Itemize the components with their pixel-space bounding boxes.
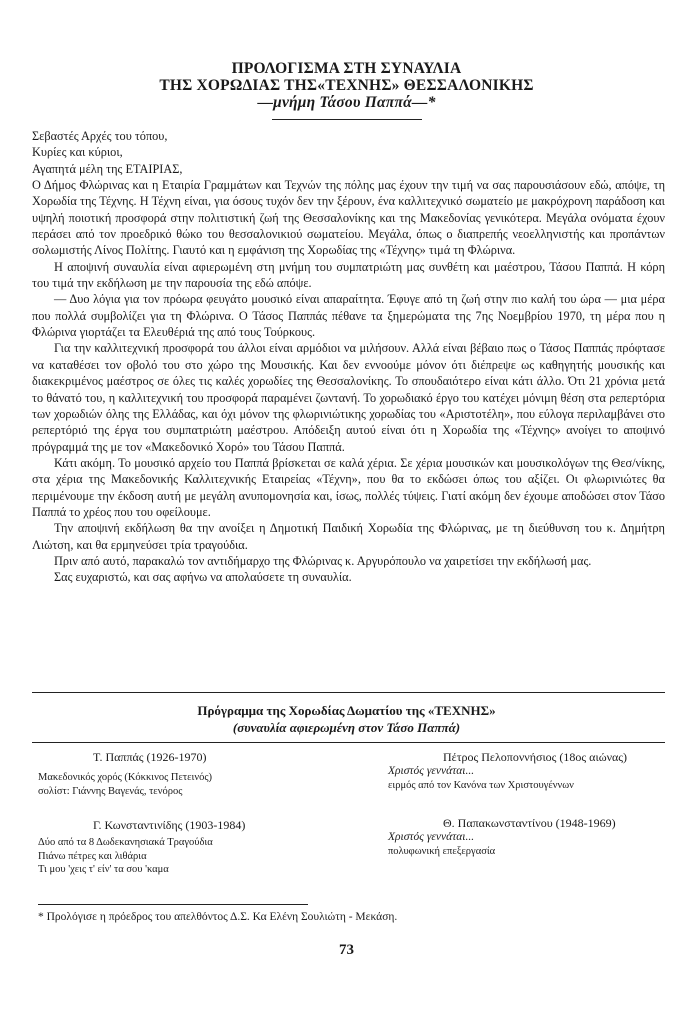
program-title: Πρόγραμμα της Χορωδίας Δωματίου της «ΤΕΧΝΗΣ» (197, 703, 496, 718)
paragraph: Την αποψινή εκδήλωση θα την ανοίξει η Δημοτική Παιδική Χορωδία της Φλώρινας, με τη διεύθυνση του κ. Δημήτρη Λιώτση, και θα ερμηνεύσει τρία τραγούδια. (32, 521, 665, 552)
salutation: Κυρίες και κύριοι, (32, 145, 123, 160)
footnote-rule (38, 904, 308, 905)
program-left-column (38, 750, 338, 897)
piece-title: Χριστός γεννάται... (388, 765, 475, 777)
title-block (100, 60, 593, 111)
piece-note: πολυφωνική επεξεργασία (388, 845, 496, 857)
paragraph: — Δυο λόγια για τον πρόωρα φευγάτο μουσικό είναι απαραίτητα. Έφυγε από τη ζωή στην πιο καλή του ώρα — μια μέρα που πολλά συμβολίζει για τη Φλώρινα. Ο Τάσος Παππάς πέθανε τα ξημερώματα της 7ης Νοεμβρίου 1970, τη μέρα που η Φλώρινα γιορτάζει τα Ελευθέριά της από τους Τούρκους. (32, 292, 665, 340)
program-right-column (388, 750, 678, 878)
title-line-2: ΤΗΣ ΧΟΡΩΔΙΑΣ ΤΗΣ«ΤΕΧΝΗΣ» ΘΕΣΣΑΛΟΝΙΚΗΣ (159, 77, 534, 94)
program-top-rule (32, 692, 665, 693)
salutation: Σεβαστές Αρχές του τόπου, (32, 129, 168, 143)
program-subtitle: (συναυλία αφιερωμένη στον Τάσο Παππά) (232, 720, 461, 735)
program-heading (100, 702, 593, 736)
paragraph: Ο Δήμος Φλώρινας και η Εταιρία Γραμμάτων και Τεχνών της πόλης μας έχουν την τιμή να σας παρουσιάσουν εδώ, απόψε, τη Χορωδία της Τέχνης. Η Τέχνη είναι, για όσους τυχόν δεν την ξέρουν, ένα καλλιτεχνικό σωματείο με μακρόχρονη παράδοση και υψηλή ποιοτική προσφορά στην πολιτιστική ζωή της Θεσσαλονίκης και της Μακεδονίας γενικότερα. Μεγάλα ονόματα έχουν περάσει από τον προεδρικό θώκο του θεσσαλονικιού σωματείου. Μεγάλα, όπως ο διαπρεπής νεοελληνιστής και προπάντων σολωμιστής Λίνος Πολίτης. Γιαυτό και η εμφάνιση της Χορωδίας της «Τέχνης» τιμά τη Φλώρινα. (32, 178, 665, 258)
piece-note: ειρμός από τον Κανόνα των Χριστουγέννων (388, 779, 574, 791)
paragraph: Πριν από αυτό, παρακαλώ τον αντιδήμαρχο της Φλώρινας κ. Αργυρόπουλο να χαιρετίσει την εκδήλωσή μας. (54, 553, 592, 568)
salutation: Αγαπητά μέλη της ΕΤΑΙΡΙΑΣ, (32, 161, 183, 176)
title-divider (272, 119, 422, 120)
composer-name: Πέτρος Πελοποννήσιος (18ος αιώνας) (443, 750, 628, 764)
paragraph: Σας ευχαριστώ, και σας αφήνω να απολαύσετε τη συναυλία. (54, 570, 352, 585)
piece-line: σολίστ: Γιάννης Βαγενάς, τενόρος (38, 785, 183, 797)
composer-name: Θ. Παπακωνσταντίνου (1948-1969) (443, 816, 616, 830)
piece-line: Πιάνω πέτρες και λιθάρια (38, 850, 147, 862)
program-entry (38, 818, 338, 877)
paragraph: Η αποψινή συναυλία είναι αφιερωμένη στη μνήμη του συμπατριώτη μας συνθέτη και μαέστρου, Τάσου Παππά. Η κόρη του τιμά την εκδήλωση με την παρουσία της εδώ απόψε. (32, 259, 665, 291)
page-number: 73 (339, 942, 354, 958)
piece-title: Χριστός γεννάται... (388, 831, 475, 843)
composer-name: Τ. Παππάς (1926-1970) (93, 750, 207, 764)
title-subtitle: —μνήμη Τάσου Παππά—* (257, 94, 436, 111)
program-entry (388, 750, 678, 792)
program-entry (388, 816, 678, 858)
paragraph: Για την καλλιτεχνική προσφορά του άλλοι είναι αρμόδιοι να μιλήσουν. Αλλά είναι βέβαιο πως ο Τάσος Παππάς πρόφτασε να καταθέσει τον οβολό του στο χώρο της Μουσικής. Και δεν εννοούμε μόνον ότι διέπρεψε ως καθηγητής μουσικής και διακεκριμένος μαέστρος σε όλες τις καλές χορωδίες της Θεσσαλονίκης. Το σπουδαιότερο είναι κάτι άλλο. Ότι 21 χρόνια μετά το θάνατό του, η καλλιτεχνική του προσφορά παραμένει ζωντανή. Το χορωδιακό έργο του κατέχει μόνιμη θέση στα ρεπερτόρια των χορωδιών όλης της Ελλάδας, και όχι μόνον της φλωρινιώτικης χορωδίας του «Αριστοτέλη», που εύλογα περιλαμβάνει στο ρεπερτόριό της έργα του συμπατριώτη μαέστρου. Απόδειξη αυτού είναι ότι η Χορωδία της «Τέχνης» ανοίγει το αποψινό πρόγραμμά της με τον «Μακεδονικό Χορό» του Τάσου Παππά. (32, 341, 665, 454)
program-entry (38, 750, 338, 798)
paragraph: Κάτι ακόμη. Το μουσικό αρχείο του Παππά βρίσκεται σε καλά χέρια. Σε χέρια μουσικών και μουσικολόγων της Θεσ/νίκης, στα χέρια της Μακεδονικής Καλλιτεχνικής Εταιρείας «Τέχνη», που θα το εκδώσει όπως του αξίζει. Οι φλωρινιώτες θα περιμένουμε την έκδοση αυτή με μεγάλη ανυπομονησία και, ίσως, πολλές τύψεις. Γιατί ακόμη δεν έχουμε αποδώσει στον Τάσο Παππά το χρέος που του οφείλουμε. (32, 455, 665, 519)
piece-line: Μακεδονικός χορός (Κόκκινος Πετεινός) (38, 772, 212, 783)
piece-line: Τι μου 'χεις τ' είν' τα σου 'καμα (38, 864, 169, 875)
footnote: * Προλόγισε η πρόεδρος του απελθόντος Δ.Σ. Κα Ελένη Σουλιώτη - Μεκάση. (38, 911, 398, 923)
title-line-1: ΠΡΟΛΟΓΙΣΜΑ ΣΤΗ ΣΥΝΑΥΛΙΑ (231, 60, 462, 77)
program-bottom-rule (32, 742, 665, 743)
speech-body (32, 128, 665, 586)
composer-name: Γ. Κωνσταντινίδης (1903-1984) (93, 818, 246, 832)
piece-line: Δύο από τα 8 Δωδεκανησιακά Τραγούδια (38, 837, 213, 848)
